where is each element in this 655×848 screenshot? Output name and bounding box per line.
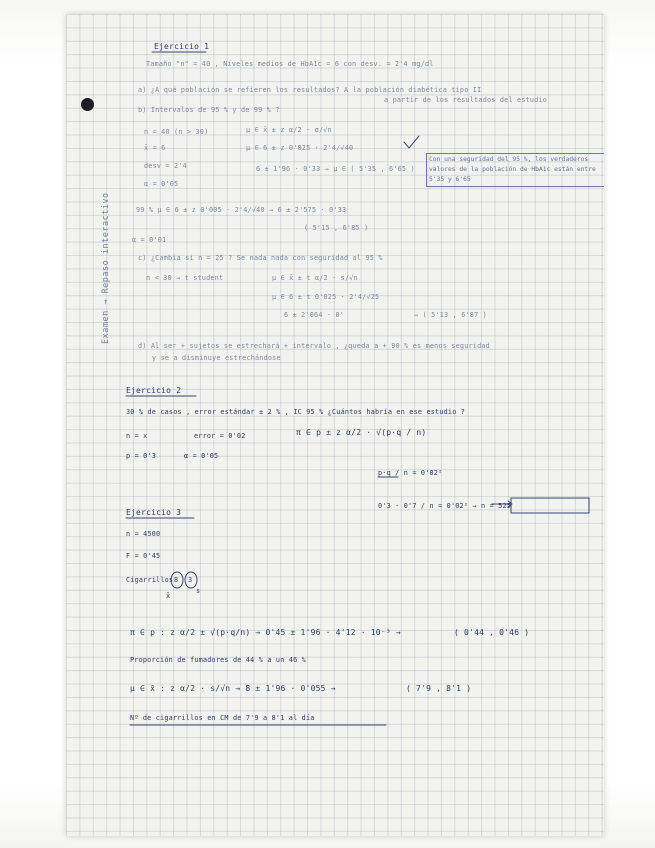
exercise2-pq: p·q / n = 0'02²: [378, 469, 443, 477]
exercise1-intro: Tamaño "n" = 40 , Niveles medios de HbA1c = 6 con desv. = 2'4 mg/dl: [146, 60, 434, 68]
question-d-continued: y se a disminuye estrechándose: [152, 354, 281, 362]
margin-note: Examen → Repaso interactivo: [101, 192, 111, 344]
exercise1-title: Ejercicio 1: [154, 42, 210, 51]
xbar-symbol: x̄: [166, 592, 171, 600]
alpha-line: α = 0'05: [144, 180, 179, 188]
exercise3-f: F = 0'45: [126, 552, 161, 560]
exercise2-calc: 0'3 · 0'7 / n = 0'02² → n = 525: [378, 502, 512, 510]
exercise2-error: error = 0'02: [194, 432, 246, 440]
question-d: d) Al ser + sujetos se estrechará + intervalo , ¿queda a + 90 % es menos seguridad: [138, 342, 490, 350]
ci99-result: ( 5'15 , 6'85 ): [304, 224, 369, 232]
n-line: n = 40 (n > 30): [144, 128, 209, 136]
pen-strokes: [66, 14, 604, 836]
xbar-line: x̄ = 6: [144, 144, 166, 152]
alpha99-line: α = 0'01: [132, 236, 167, 244]
question-a-continued: a partir de los resultados del estudio: [384, 96, 548, 104]
question-c: c) ¿Cambia si n = 25 ? Se nada nada con seguridad al 95 %: [138, 254, 383, 262]
ci95-result: 6 ± 1'96 · 0'33 → μ ∈ ( 5'35 , 6'65 ): [256, 165, 415, 173]
c-formula: μ ∈ x̄ ± t α/2 · s/√n: [272, 274, 358, 282]
desv-line: desv = 2'4: [144, 162, 187, 170]
pi-formula: π ∈ p : z α/2 ± √(p·q/n) → 0'45 ± 1'96 · 4'12 · 10⁻³ →: [130, 628, 401, 637]
pi-result: ( 0'44 , 0'46 ): [454, 628, 530, 637]
c-formula-substituted: μ ∈ 6 ± t 0'025 · 2'4/√25: [272, 293, 380, 301]
ci99-line: 99 % μ ∈ 6 ± z 0'005 · 2'4/√40 → 6 ± 2'575 · 0'33: [136, 206, 347, 214]
mu-formula-substituted: μ ∈ 6 ± z 0'025 · 2'4/√40: [246, 144, 354, 152]
interpretation-note: Con una seguridad del 95 %, los verdaderos valores de la población de HbA1c están entre 5'35 y 6'65: [426, 153, 604, 187]
c-calc: 6 ± 2'064 · 0': [284, 311, 345, 319]
exercise2-n: n = x: [126, 432, 148, 440]
mu-formula-3: μ ∈ x̄ : z α/2 · s/√n → 8 ± 1'96 · 0'055 →: [130, 684, 336, 693]
c-result: → ( 5'13 , 6'87 ): [414, 311, 487, 319]
exercise2-alpha: α = 0'05: [184, 452, 219, 460]
c-student-line: n < 30 → t student: [146, 274, 224, 282]
question-a: a) ¿A qué población se refieren los resultados? A la población diabética tipo II: [138, 86, 482, 94]
cigarettes-label: Cigarrillos: [126, 576, 174, 584]
exercise3-title: Ejercicio 3: [126, 508, 182, 517]
binder-hole: [81, 98, 94, 111]
exercise2-statement: 30 % de casos , error estándar ± 2 % , IC 95 % ¿Cuántos habría en ese estudio ?: [126, 408, 466, 416]
question-b: b) Intervalos de 95 % y de 99 % ?: [138, 106, 280, 114]
mu-result-3: ( 7'9 , 8'1 ): [406, 684, 472, 693]
exercise2-title: Ejercicio 2: [126, 386, 182, 395]
exercise3-n: n = 4500: [126, 530, 161, 538]
exercise2-p: p = 0'3: [126, 452, 157, 460]
graph-paper-sheet: [66, 14, 604, 836]
cig-mean-value: 8: [174, 576, 179, 584]
cig-sd-value: 3: [188, 576, 193, 584]
proportion-line: Proporción de fumadores de 44 % a un 46 %: [130, 656, 306, 664]
s-symbol: s: [196, 587, 201, 595]
exercise2-formula: π ∈ p ± z α/2 · √(p·q / n): [296, 428, 427, 437]
final-line: Nº de cigarrillos en CM de 7'9 a 8'1 al día: [130, 714, 315, 722]
mu-formula: μ ∈ x̄ ± z α/2 · σ/√n: [246, 126, 332, 134]
